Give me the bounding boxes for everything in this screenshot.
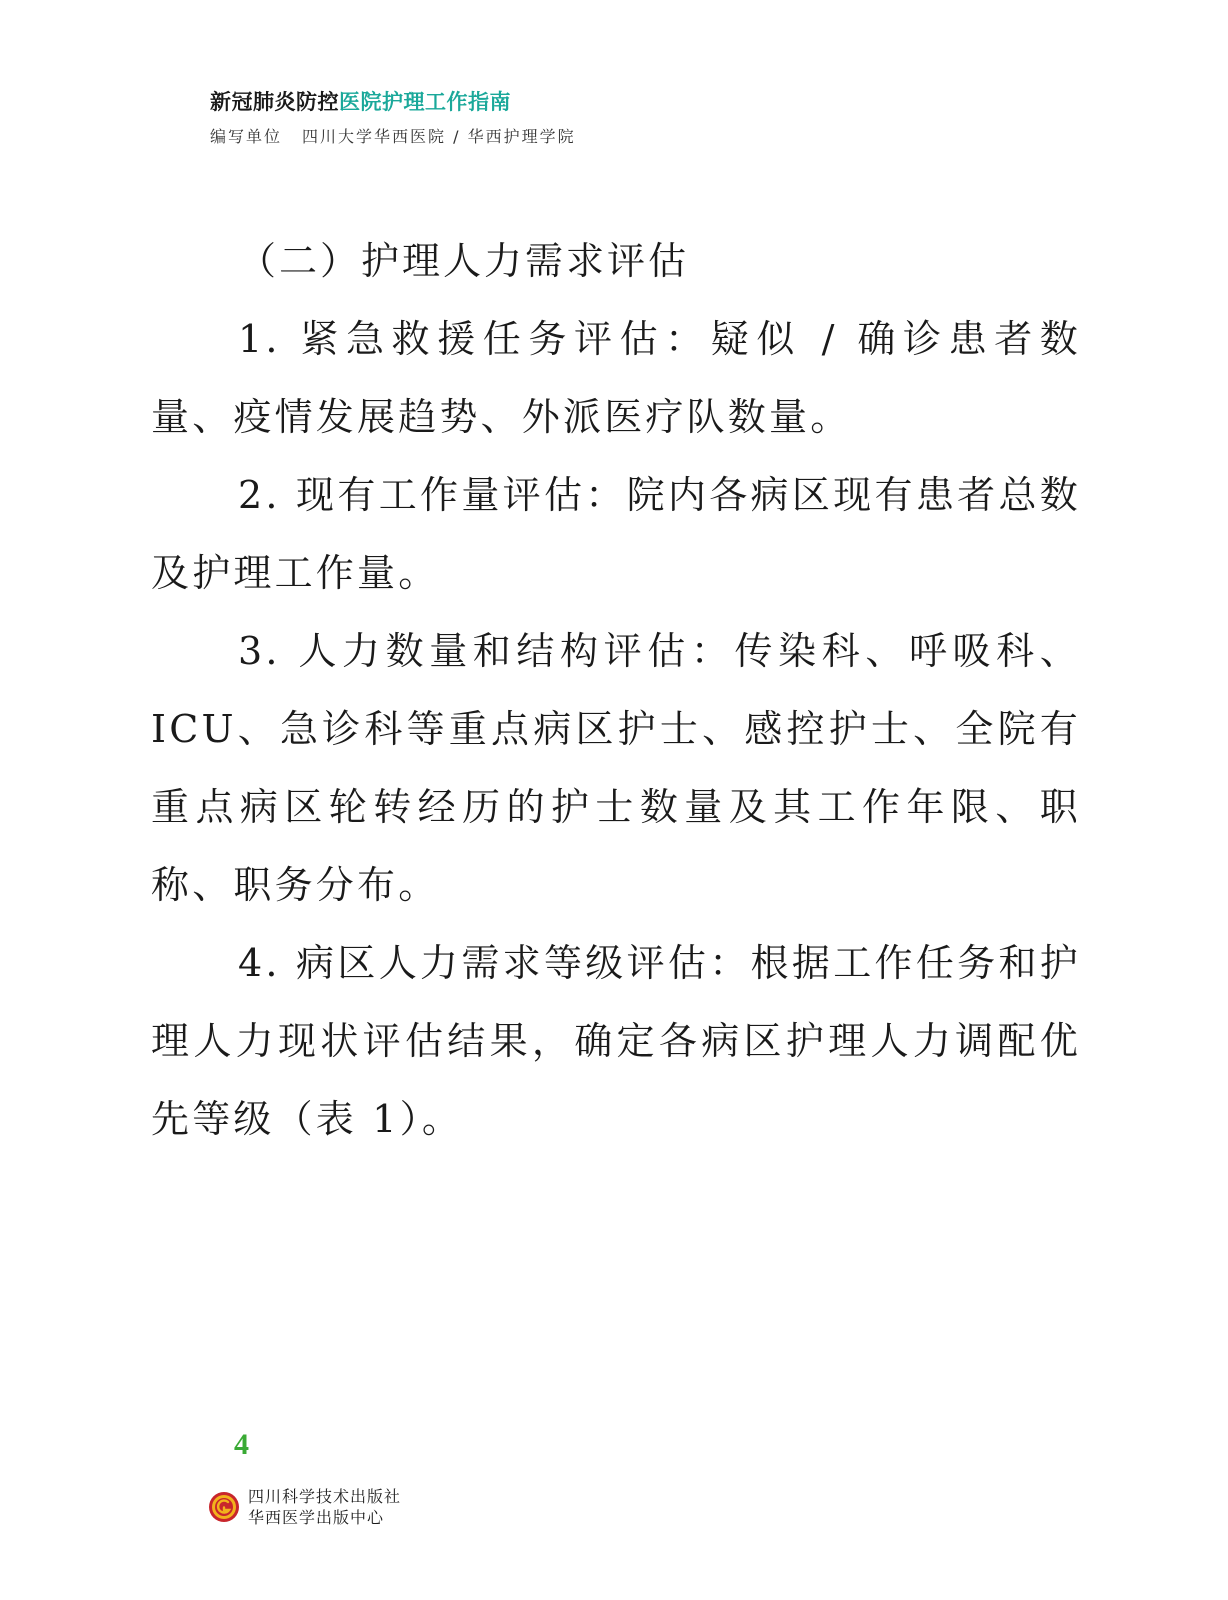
publisher-logo-icon — [208, 1491, 240, 1523]
page-number: 4 — [234, 1428, 249, 1461]
publisher-name-1: 四川科学技术出版社 — [248, 1487, 402, 1506]
paragraph-3: 3. 人力数量和结构评估：传染科、呼吸科、ICU、急诊科等重点病区护士、感控护士、全院有重点病区轮转经历的护士数量及其工作年限、职称、职务分布。 — [151, 629, 1081, 907]
paragraph-4: 4. 病区人力需求等级评估：根据工作任务和护理人力现状评估结果，确定各病区护理人力调配优先等级（表 1）。 — [151, 941, 1081, 1141]
paragraph-2: 2. 现有工作量评估：院内各病区现有患者总数及护理工作量。 — [151, 473, 1081, 595]
publisher-name-2: 华西医学出版中心 — [248, 1508, 385, 1527]
publisher-footer — [208, 1486, 401, 1528]
paragraph-1: 1. 紧急救援任务评估：疑似 / 确诊患者数量、疫情发展趋势、外派医疗队数量。 — [151, 317, 1081, 439]
page-body — [151, 222, 1081, 1158]
section-heading: （二）护理人力需求评估 — [238, 239, 690, 283]
editor-name: 四川大学华西医院 / 华西护理学院 — [302, 127, 576, 146]
book-title-main: 新冠肺炎防控 — [210, 90, 339, 114]
book-title — [210, 86, 576, 116]
editor-line — [210, 124, 576, 147]
publisher-names — [248, 1486, 401, 1528]
editor-label: 编写单位 — [210, 127, 283, 146]
book-title-accent: 医院护理工作指南 — [339, 90, 511, 114]
running-header — [210, 86, 576, 147]
